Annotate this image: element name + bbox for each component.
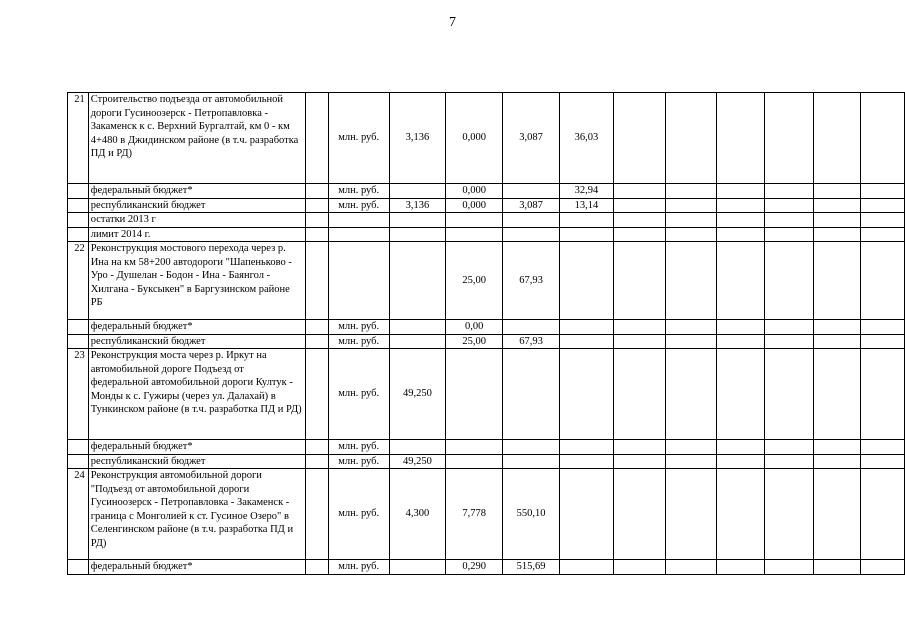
value-cell [559, 227, 613, 242]
unit-cell: млн. руб. [328, 334, 389, 349]
value-cell: 0,000 [446, 184, 503, 199]
value-cell: 0,000 [446, 93, 503, 184]
value-cell [446, 213, 503, 228]
value-cell: 36,03 [559, 93, 613, 184]
project-number: 22 [68, 242, 89, 320]
value-cell [446, 440, 503, 455]
table-row [68, 242, 905, 320]
value-cell [503, 440, 560, 455]
value-cell [503, 213, 560, 228]
project-name: Реконструкция моста через р. Иркут на автомобильной дороге Подъезд от федеральной автомобильной дороги Култук - Монды к с. Гужиры (через ул. Далахай) в Тункинском районе (в т.ч. разработка ПД и РД) [88, 349, 305, 440]
table-row [68, 320, 905, 335]
value-cell: 0,00 [446, 320, 503, 335]
funding-source: федеральный бюджет* [88, 320, 305, 335]
funding-source: лимит 2014 г. [88, 227, 305, 242]
value-cell [389, 242, 446, 320]
value-cell: 3,136 [389, 198, 446, 213]
funding-source: республиканский бюджет [88, 198, 305, 213]
value-cell [559, 320, 613, 335]
funding-source: федеральный бюджет* [88, 440, 305, 455]
unit-cell: млн. руб. [328, 349, 389, 440]
table-row [68, 213, 905, 228]
project-number: 23 [68, 349, 89, 440]
budget-table [67, 92, 905, 575]
value-cell: 3,087 [503, 198, 560, 213]
value-cell: 49,250 [389, 454, 446, 469]
funding-source: федеральный бюджет* [88, 184, 305, 199]
value-cell [446, 349, 503, 440]
value-cell: 4,300 [389, 469, 446, 560]
value-cell: 25,00 [446, 334, 503, 349]
value-cell: 0,000 [446, 198, 503, 213]
value-cell [503, 454, 560, 469]
value-cell: 49,250 [389, 349, 446, 440]
value-cell [389, 320, 446, 335]
unit-cell: млн. руб. [328, 440, 389, 455]
value-cell: 7,778 [446, 469, 503, 560]
unit-cell: млн. руб. [328, 320, 389, 335]
value-cell [389, 560, 446, 575]
funding-source: федеральный бюджет* [88, 560, 305, 575]
unit-cell: млн. руб. [328, 454, 389, 469]
value-cell [446, 454, 503, 469]
project-number: 24 [68, 469, 89, 560]
value-cell: 0,290 [446, 560, 503, 575]
unit-cell: млн. руб. [328, 560, 389, 575]
value-cell [559, 334, 613, 349]
value-cell [389, 184, 446, 199]
value-cell [559, 440, 613, 455]
value-cell [503, 320, 560, 335]
value-cell [446, 227, 503, 242]
value-cell: 515,69 [503, 560, 560, 575]
value-cell: 3,087 [503, 93, 560, 184]
table-row [68, 93, 905, 184]
table-row [68, 227, 905, 242]
project-name: Реконструкция мостового перехода через р. Ина на км 58+200 автодороги "Шапеньково - Уро - Душелан - Бодон - Ина - Баянгол - Хилгана - Буксыкен" в Баргузинском районе РБ [88, 242, 305, 320]
table-row [68, 440, 905, 455]
value-cell: 67,93 [503, 242, 560, 320]
value-cell: 550,10 [503, 469, 560, 560]
table-row [68, 454, 905, 469]
unit-cell [328, 213, 389, 228]
value-cell [559, 242, 613, 320]
unit-cell [328, 227, 389, 242]
value-cell: 32,94 [559, 184, 613, 199]
value-cell [559, 560, 613, 575]
table-row [68, 469, 905, 560]
value-cell [559, 454, 613, 469]
value-cell [389, 227, 446, 242]
unit-cell: млн. руб. [328, 198, 389, 213]
unit-cell: млн. руб. [328, 93, 389, 184]
table-row [68, 334, 905, 349]
value-cell [389, 440, 446, 455]
value-cell [559, 469, 613, 560]
unit-cell: млн. руб. [328, 184, 389, 199]
funding-source: республиканский бюджет [88, 454, 305, 469]
table-row [68, 198, 905, 213]
table-row [68, 184, 905, 199]
unit-cell: млн. руб. [328, 469, 389, 560]
table-row [68, 560, 905, 575]
funding-source: республиканский бюджет [88, 334, 305, 349]
value-cell [559, 349, 613, 440]
project-number: 21 [68, 93, 89, 184]
page-number: 7 [449, 15, 456, 30]
project-name: Строительство подъезда от автомобильной дороги Гусиноозерск - Петропавловка - Закаменск к с. Верхний Бургалтай, км 0 - км 4+480 в Джидинском районе (в т.ч. разработка ПД и РД) [88, 93, 305, 184]
value-cell [389, 334, 446, 349]
unit-cell [328, 242, 389, 320]
project-name: Реконструкция автомобильной дороги "Подъезд от автомобильной дороги Гусиноозерск - Петропавловка - Закаменск - граница с Монголией к ст. Гусиное Озеро" в Селенгинском районе (в т.ч. разработка ПД и РД) [88, 469, 305, 560]
value-cell: 13,14 [559, 198, 613, 213]
value-cell: 3,136 [389, 93, 446, 184]
value-cell [503, 349, 560, 440]
value-cell [389, 213, 446, 228]
funding-source: остатки 2013 г [88, 213, 305, 228]
value-cell: 25,00 [446, 242, 503, 320]
value-cell: 67,93 [503, 334, 560, 349]
table-row [68, 349, 905, 440]
value-cell [503, 227, 560, 242]
value-cell [559, 213, 613, 228]
value-cell [503, 184, 560, 199]
